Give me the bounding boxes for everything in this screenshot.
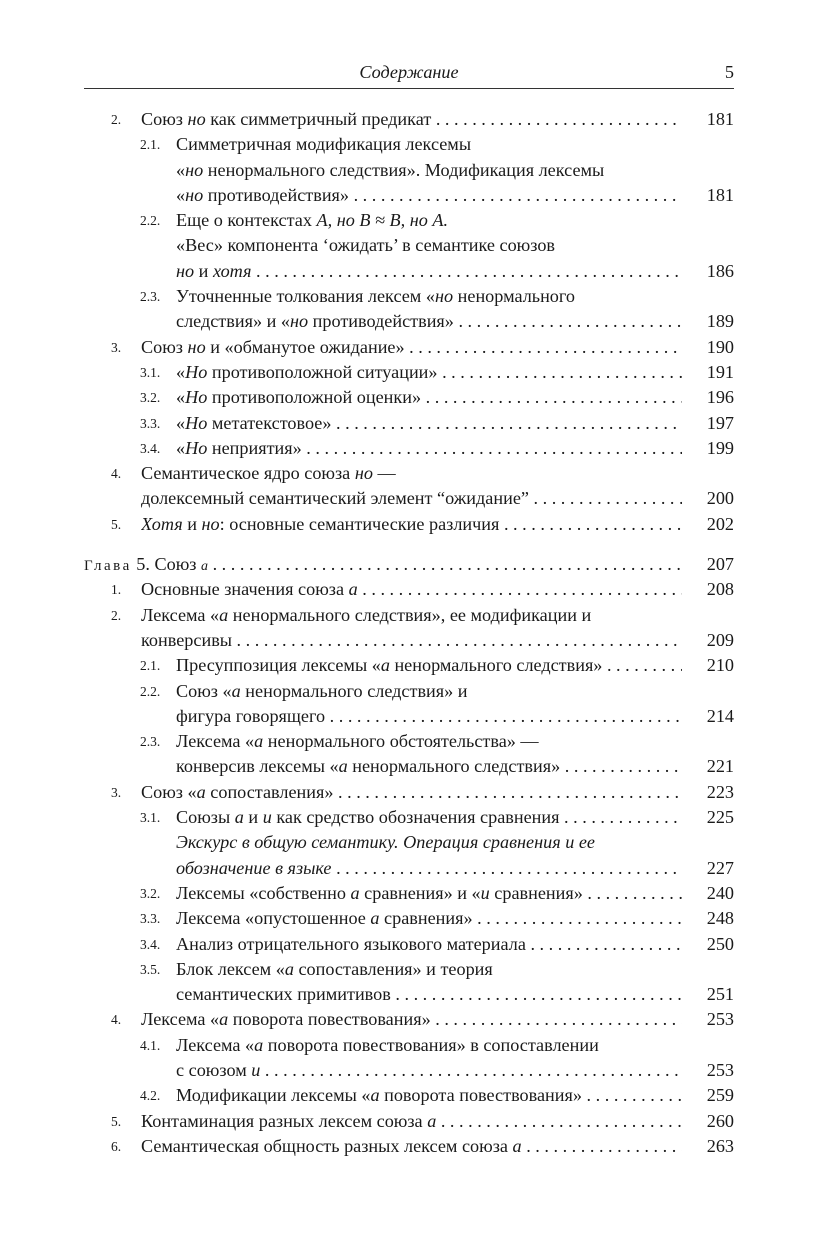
entry-page-number: 248	[684, 906, 734, 931]
entry-page-number: 196	[684, 385, 734, 410]
toc-entry[interactable]	[84, 132, 734, 157]
entry-page-number: 214	[684, 704, 734, 729]
toc-entry[interactable]	[84, 411, 734, 436]
toc-entry[interactable]	[84, 1109, 734, 1134]
toc-entry[interactable]	[84, 385, 734, 410]
entry-number: 6.	[111, 1138, 122, 1154]
toc-entry[interactable]	[84, 107, 734, 132]
toc-entry[interactable]	[84, 360, 734, 385]
entry-page-number: 259	[684, 1083, 734, 1108]
toc-entry[interactable]	[84, 856, 734, 881]
entry-page-number: 208	[684, 577, 734, 602]
entry-title: Семантическое ядро союза но —	[141, 463, 396, 484]
running-header	[84, 60, 734, 89]
entry-title: Союз но и «обманутое ожидание» . . .	[141, 335, 682, 360]
toc-entry[interactable]	[84, 805, 734, 830]
toc-entry[interactable]	[84, 284, 734, 309]
entry-title: фигура говорящего . . .	[176, 704, 682, 729]
entry-number: 2.	[111, 607, 122, 623]
entry-page-number: 221	[684, 754, 734, 779]
entry-number: 3.5.	[140, 961, 161, 977]
header-title: Содержание	[359, 62, 459, 82]
entry-number: 4.1.	[140, 1037, 161, 1053]
entry-number: 1.	[111, 582, 122, 598]
entry-number: 3.3.	[140, 415, 161, 431]
entry-page-number: 210	[684, 653, 734, 678]
entry-title: Модификации лексемы «а поворота повествования» . . .	[176, 1083, 682, 1108]
entry-title: Лексема «а поворота повествования» . . .	[141, 1007, 682, 1032]
toc-entry[interactable]	[84, 158, 734, 183]
entry-title: конверсив лексемы «а ненормального следствия» . . .	[176, 754, 682, 779]
toc-entry[interactable]	[84, 729, 734, 754]
entry-number: 2.	[111, 112, 122, 127]
entry-title: Семантическая общность разных лексем союза а . . .	[141, 1134, 682, 1159]
entry-page-number: 189	[684, 309, 734, 334]
entry-number: 2.1.	[140, 137, 161, 153]
entry-title: Анализ отрицательного языкового материала . . .	[176, 932, 682, 957]
toc-entry[interactable]	[84, 982, 734, 1007]
entry-page-number: 197	[684, 411, 734, 436]
entry-number: 3.4.	[140, 936, 161, 952]
entry-title: Лексемы «собственно а сравнения» и «и сравнения» . . .	[176, 881, 682, 906]
toc-entry[interactable]	[84, 335, 734, 360]
entry-number: 3.	[111, 339, 122, 355]
toc-entry[interactable]	[84, 830, 734, 855]
toc-entry[interactable]	[84, 1007, 734, 1032]
entry-number: 3.	[111, 784, 122, 800]
entry-title: Пресуппозиция лексемы «а ненормального следствия» . . .	[176, 653, 682, 678]
entry-number: 2.1.	[140, 658, 161, 674]
toc-entry[interactable]	[84, 208, 734, 233]
entry-title: обозначение в языке . . .	[176, 856, 682, 881]
entry-page-number: 263	[684, 1134, 734, 1159]
toc-entry[interactable]	[84, 486, 734, 511]
entry-title: конверсивы . . .	[141, 628, 682, 653]
entry-title: Союз но как симметричный предикат . . .	[141, 107, 682, 132]
entry-title: Экскурс в общую семантику. Операция сравнения и ее	[176, 832, 595, 853]
entry-page-number: 253	[684, 1007, 734, 1032]
entry-title: Лексема «а ненормального обстоятельства» —	[176, 731, 539, 752]
entry-page-number: 209	[684, 628, 734, 653]
entry-title: долексемный семантический элемент “ожидание” . . .	[141, 486, 682, 511]
entry-title: «Но противоположной ситуации» . . .	[176, 360, 682, 385]
entry-page-number: 186	[684, 259, 734, 284]
toc-entry[interactable]	[84, 1083, 734, 1108]
entry-title: Симметричная модификация лексемы	[176, 134, 472, 155]
entry-page-number: 181	[684, 107, 734, 132]
toc-entry[interactable]	[84, 183, 734, 208]
toc-entry[interactable]	[84, 1033, 734, 1058]
toc-entry[interactable]	[84, 780, 734, 805]
entry-title: «Но метатекстовое» . . .	[176, 411, 682, 436]
entry-title: Уточненные толкования лексем «но ненормального	[176, 286, 576, 307]
entry-number: 4.2.	[140, 1088, 161, 1104]
entry-page-number: 225	[684, 805, 734, 830]
entry-title: Союз «а ненормального следствия» и	[176, 680, 468, 701]
toc-entry[interactable]	[84, 679, 734, 704]
toc-entry[interactable]	[84, 1134, 734, 1159]
toc-entry[interactable]	[84, 628, 734, 653]
entry-title: следствия» и «но противодействия» . . .	[176, 309, 682, 334]
entry-title: «Но неприятия» . . .	[176, 436, 682, 461]
entry-title: Хотя и но: основные семантические различия . . .	[141, 512, 682, 537]
toc-entry[interactable]	[84, 653, 734, 678]
entry-title: Контаминация разных лексем союза а . . .	[141, 1109, 682, 1134]
entry-page-number: 181	[684, 183, 734, 208]
entry-title: Еще о контекстах А, но В ≈ В, но А.	[176, 210, 449, 231]
entry-title: «Вес» компонента ‘ожидать’ в семантике союзов	[176, 235, 556, 256]
toc-entry[interactable]	[84, 577, 734, 602]
entry-number: 2.3.	[140, 289, 161, 305]
entry-number: 2.2.	[140, 213, 161, 229]
toc-entry[interactable]	[84, 233, 734, 258]
entry-title: Блок лексем «а сопоставления» и теория	[176, 958, 493, 979]
table-of-contents	[84, 107, 734, 1159]
entry-page-number: 227	[684, 856, 734, 881]
entry-title: Глава 5. Союз а . . .	[84, 552, 682, 579]
entry-number: 4.	[111, 466, 122, 482]
entry-title: Лексема «а поворота повествования» в сопоставлении	[176, 1034, 599, 1055]
entry-number: 3.4.	[140, 440, 161, 456]
toc-entry[interactable]	[84, 906, 734, 931]
toc-entry[interactable]	[84, 932, 734, 957]
toc-entry[interactable]	[84, 881, 734, 906]
entry-number: 3.1.	[140, 364, 161, 380]
entry-page-number: 191	[684, 360, 734, 385]
entry-page-number: 190	[684, 335, 734, 360]
toc-entry[interactable]	[84, 704, 734, 729]
entry-number: 3.2.	[140, 885, 161, 901]
entry-title: «Но противоположной оценки» . . .	[176, 385, 682, 410]
entry-title: но и хотя . . .	[176, 259, 682, 284]
entry-number: 3.1.	[140, 810, 161, 826]
toc-entry[interactable]	[84, 461, 734, 486]
entry-number: 3.3.	[140, 911, 161, 927]
toc-entry[interactable]	[84, 1058, 734, 1083]
toc-entry[interactable]	[84, 603, 734, 628]
entry-page-number: 202	[684, 512, 734, 537]
entry-page-number: 223	[684, 780, 734, 805]
entry-title: Лексема «а ненормального следствия», ее модификации и	[141, 604, 592, 625]
entry-title: с союзом и . . .	[176, 1058, 682, 1083]
entry-number: 5.	[111, 1113, 122, 1129]
entry-title: Союз «а сопоставления» . . .	[141, 780, 682, 805]
header-page-number: 5	[724, 62, 734, 82]
toc-entry[interactable]	[84, 436, 734, 461]
entry-number: 3.2.	[140, 390, 161, 406]
entry-page-number: 240	[684, 881, 734, 906]
toc-entry[interactable]	[84, 512, 734, 537]
entry-page-number: 250	[684, 932, 734, 957]
entry-number: 5.	[111, 516, 122, 532]
entry-title: Союзы а и и как средство обозначения сравнения . . .	[176, 805, 682, 830]
entry-title: «но противодействия» . . .	[176, 183, 682, 208]
entry-title: Основные значения союза а . . .	[141, 577, 682, 602]
entry-page-number: 251	[684, 982, 734, 1007]
entry-page-number: 207	[684, 552, 734, 577]
entry-title: семантических примитивов . . .	[176, 982, 682, 1007]
entry-title: «но ненормального следствия». Модификация лексемы	[176, 159, 605, 180]
entry-number: 2.3.	[140, 734, 161, 750]
toc-entry[interactable]	[84, 754, 734, 779]
toc-entry[interactable]	[84, 309, 734, 334]
entry-number: 2.2.	[140, 683, 161, 699]
entry-page-number: 260	[684, 1109, 734, 1134]
entry-page-number: 200	[684, 486, 734, 511]
section-gap	[84, 537, 734, 552]
entry-title: Лексема «опустошенное а сравнения» . . .	[176, 906, 682, 931]
entry-number: 4.	[111, 1012, 122, 1028]
toc-entry[interactable]	[84, 259, 734, 284]
entry-page-number: 199	[684, 436, 734, 461]
toc-entry[interactable]	[84, 957, 734, 982]
chapter-heading[interactable]	[84, 552, 734, 577]
entry-page-number: 253	[684, 1058, 734, 1083]
